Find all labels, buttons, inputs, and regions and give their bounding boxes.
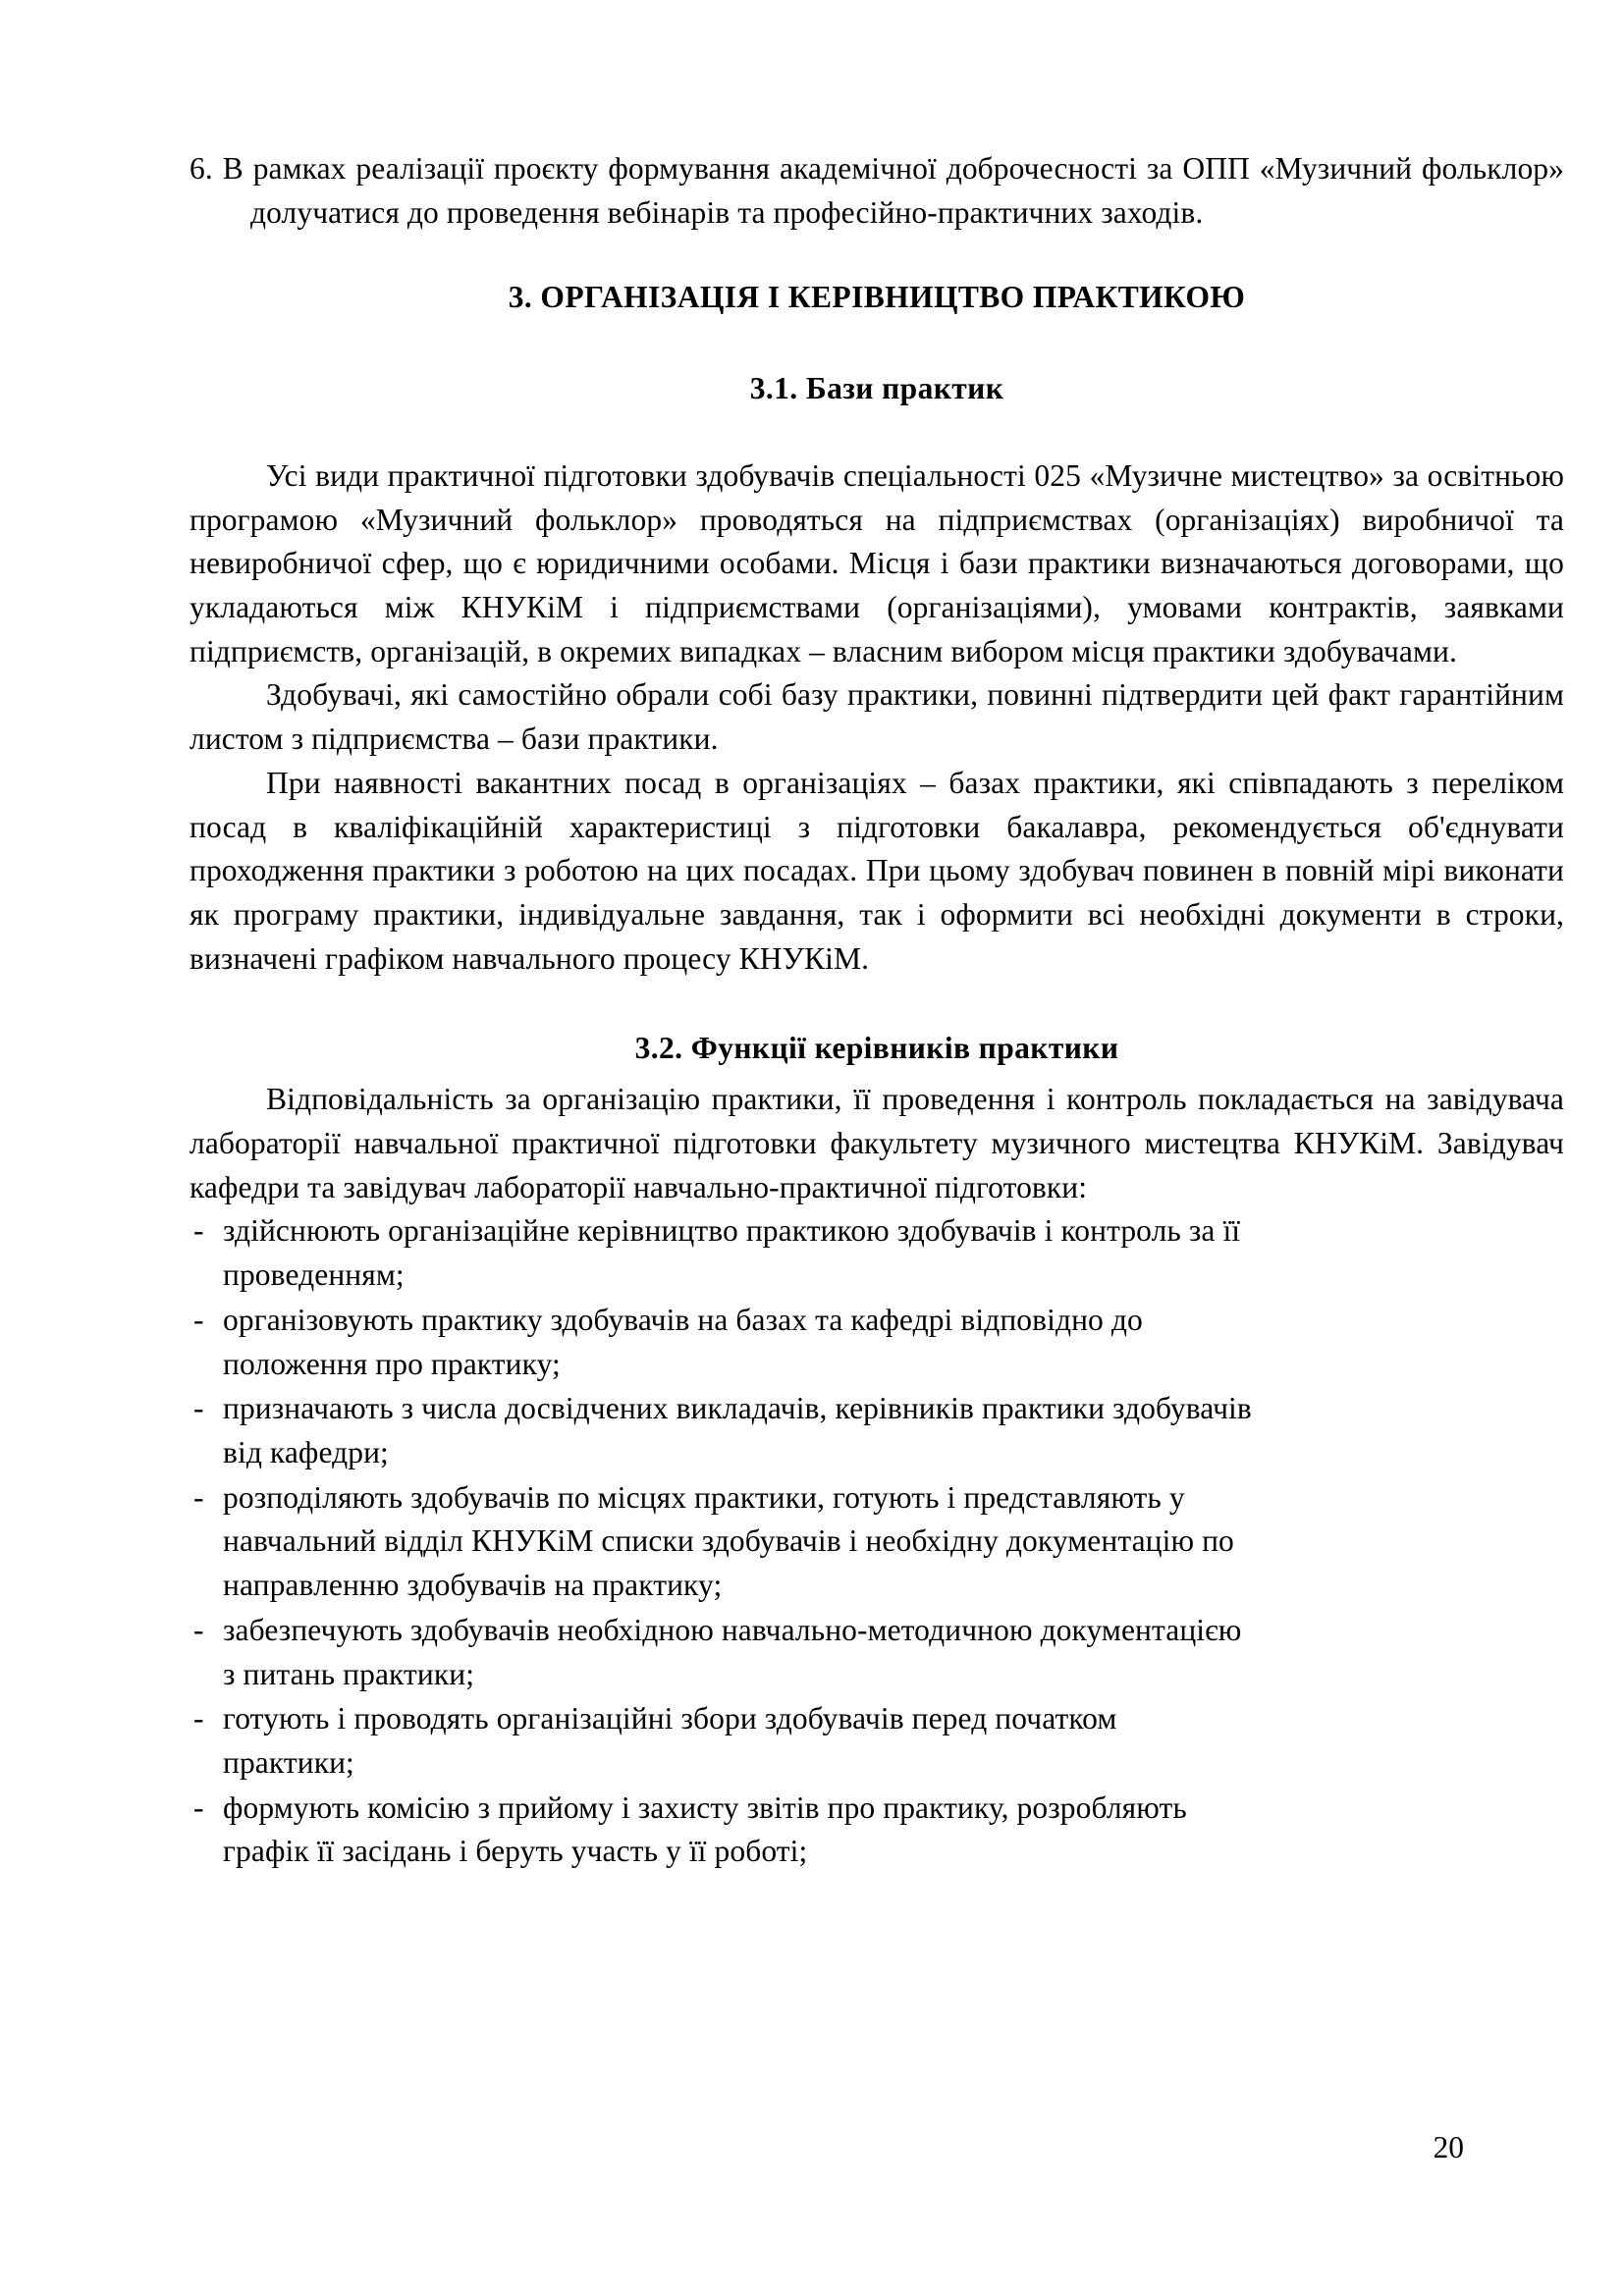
heading-section-3: 3. ОРГАНІЗАЦІЯ І КЕРІВНИЦТВО ПРАКТИКОЮ [508, 280, 1246, 315]
paragraph-2: Здобувачі, які самостійно обрали собі базу практики, повинні підтвердити цей факт гарантійним листом з підприємства – бази практики. [189, 677, 1564, 757]
list-marker: - [193, 1701, 204, 1736]
list-item-text [223, 1787, 1564, 1874]
list-marker: - [193, 1302, 204, 1337]
numbered-item-6 [189, 147, 1564, 235]
numbered-item-marker: 6. [189, 151, 213, 186]
list-item-line: з питань практики; [223, 1656, 475, 1691]
list-item-line: навчальний відділ КНУКіМ списки здобувачів і необхідну документацію по [223, 1523, 1234, 1559]
paragraph-1: Усі види практичної підготовки здобувачів спеціальності 025 «Музичне мистецтво» за освітньою програмою «Музичний фольклор» проводяться на підприємствах (організаціях) виробничої та невиробничої сфер, що є юридичними особами. Місця і бази практики визначаються договорами, що укладаються між КНУКіМ і підприємствами (організаціями), умовами контрактів, заявками підприємств, організацій, в окремих випадках – власним вибором місця практики здобувачами. [189, 457, 1564, 668]
list-item [189, 1609, 1564, 1696]
list-item-line: забезпечують здобувачів необхідною навчально-методичною документацією [223, 1612, 1242, 1647]
heading-section-3-1: 3.1. Бази практик [749, 371, 1004, 406]
list-item-text [223, 1387, 1564, 1474]
list-item [189, 1476, 1564, 1608]
list-item-line: здійснюють організаційне керівництво практикою здобувачів і контроль за її [223, 1213, 1241, 1249]
list-item-line: готують і проводять організаційні збори здобувачів перед початком [223, 1701, 1117, 1736]
page-number: 20 [1433, 2130, 1464, 2164]
list-item [189, 1387, 1564, 1474]
list-item-text [223, 1299, 1564, 1386]
list-item-line: призначають з числа досвідчених викладачів, керівників практики здобувачів [223, 1391, 1252, 1426]
list-item-text [223, 1609, 1564, 1696]
list-marker: - [193, 1213, 204, 1249]
list-item [189, 1209, 1564, 1297]
list-item [189, 1697, 1564, 1785]
list-item-line: формують комісію з прийому і захисту звітів про практику, розробляють [223, 1789, 1187, 1825]
functions-list [189, 1209, 1564, 1874]
page-content [189, 147, 1564, 1875]
paragraph-3: При наявності вакантних посад в організаціях – базах практики, які співпадають з переліком посад в кваліфікаційній характеристиці з підготовки бакалавра, рекомендується об'єднувати проходження практики з роботою на цих посадах. При цьому здобувач повинен в повній мірі виконати як програму практики, індивідуальне завдання, так і оформити всі необхідні документи в строки, визначені графіком навчального процесу КНУКіМ. [189, 765, 1564, 976]
list-item-text [223, 1476, 1564, 1608]
list-marker: - [193, 1789, 204, 1825]
list-item-line: практики; [223, 1745, 354, 1780]
list-item [189, 1787, 1564, 1874]
list-item-line: положення про практику; [223, 1346, 561, 1381]
heading-section-3-2: 3.2. Функції керівників практики [634, 1030, 1119, 1065]
list-marker: - [193, 1479, 204, 1515]
numbered-item-text: В рамках реалізації проєкту формування академічної доброчесності за ОПП «Музичний фольклор» долучатися до проведення вебінарів та професійно-практичних заходів. [222, 151, 1564, 230]
list-item-text [223, 1697, 1564, 1785]
list-item-line: направленню здобувачів на практику; [223, 1568, 723, 1603]
list-item-line: графік її засідань і беруть участь у її роботі; [223, 1834, 808, 1869]
list-marker: - [193, 1391, 204, 1426]
list-item-line: від кафедри; [223, 1434, 389, 1469]
list-item [189, 1299, 1564, 1386]
list-item-line: розподіляють здобувачів по місцях практики, готують і представляють у [223, 1479, 1185, 1515]
list-marker: - [193, 1612, 204, 1647]
paragraph-4: Відповідальність за організацію практики, її проведення і контроль покладається на завідувача лабораторії навчальної практичної підготовки факультету музичного мистецтва КНУКіМ. Завідувач кафедри та завідувач лабораторії навчально-практичної підготовки: [189, 1082, 1564, 1204]
list-item-line: організовують практику здобувачів на базах та кафедрі відповідно до [223, 1302, 1143, 1337]
list-item-text [223, 1209, 1564, 1297]
list-item-line: проведенням; [223, 1257, 405, 1293]
